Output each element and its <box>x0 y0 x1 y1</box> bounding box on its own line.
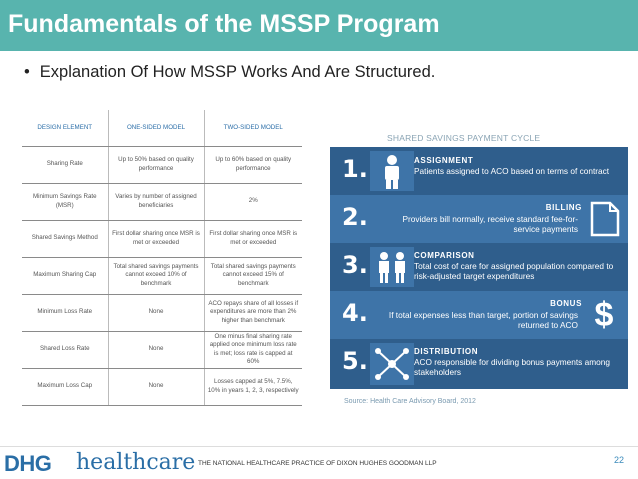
person-icon <box>370 151 414 191</box>
table-cell: Up to 60% based on quality performance <box>204 146 302 183</box>
table-row <box>22 220 302 257</box>
step-heading: DISTRIBUTION <box>414 347 479 356</box>
people-icon <box>370 247 414 287</box>
dollar-icon: $ <box>594 296 614 334</box>
table-cell: Total shared savings payments cannot exceed 10% of benchmark <box>108 257 204 294</box>
table-cell: Varies by number of assigned beneficiaries <box>108 183 204 220</box>
document-icon <box>582 199 626 239</box>
step-heading: ASSIGNMENT <box>414 156 474 165</box>
step-body: Total cost of care for assigned population compared to risk-adjusted target expenditures <box>414 261 614 282</box>
step-number: 5. <box>342 347 368 375</box>
table-cell: None <box>108 331 204 368</box>
table-cell: Total shared savings payments cannot exceed 15% of benchmark <box>204 257 302 294</box>
step-number: 4. <box>342 299 368 327</box>
title-bar <box>0 0 638 51</box>
table-cell: Shared Savings Method <box>22 220 108 257</box>
table-cell: Losses capped at 5%, 7.5%, 10% in years 1, 2, 3, respectively <box>204 368 302 405</box>
table-cell: None <box>108 368 204 405</box>
step-body: If total expenses less than target, portion of savings returned to ACO <box>388 310 578 331</box>
bullet-glyph: • <box>24 63 30 81</box>
subtitle-text: Explanation Of How MSSP Works And Are Structured. <box>39 63 436 81</box>
table-cell: Up to 50% based on quality performance <box>108 146 204 183</box>
cycle-title: SHARED SAVINGS PAYMENT CYCLE <box>387 133 541 143</box>
table-cell: Minimum Loss Rate <box>22 294 108 331</box>
table-row <box>22 368 302 405</box>
step-body: Patients assigned to ACO based on terms of contract <box>414 166 610 176</box>
step-number: 2. <box>342 203 368 231</box>
footer-tagline: THE NATIONAL HEALTHCARE PRACTICE OF DIXON HUGHES GOODMAN LLP <box>198 460 437 467</box>
cycle-step-billing <box>330 195 628 243</box>
step-number: 1. <box>342 155 368 183</box>
col-header-one-sided: ONE-SIDED MODEL <box>108 110 204 146</box>
table-cell: 2% <box>204 183 302 220</box>
step-body: ACO responsible for dividing bonus payments among stakeholders <box>414 357 611 378</box>
table-cell: Sharing Rate <box>22 146 108 183</box>
table-cell: None <box>108 294 204 331</box>
cycle-step-distribution <box>330 339 628 389</box>
table-header-row <box>22 110 302 146</box>
step-heading: COMPARISON <box>414 251 475 260</box>
page-title: Fundamentals of the MSSP Program <box>8 10 440 38</box>
col-header-two-sided: TWO-SIDED MODEL <box>204 110 302 146</box>
page-number: 22 <box>614 455 625 465</box>
table-cell: ACO repays share of all losses if expenditures are more than 2% higher than benchmark <box>204 294 302 331</box>
footer-divider <box>0 446 638 447</box>
step-heading: BONUS <box>550 299 582 308</box>
step-number: 3. <box>342 251 368 279</box>
table-row <box>22 331 302 368</box>
cycle-step-bonus <box>330 291 628 339</box>
source-citation: Source: Health Care Advisory Board, 2012 <box>344 398 476 405</box>
table-cell: Maximum Sharing Cap <box>22 257 108 294</box>
table-cell: First dollar sharing once MSR is met or exceeded <box>204 220 302 257</box>
step-body: Providers bill normally, receive standard fee-for-service payments <box>402 214 578 235</box>
table-row <box>22 183 302 220</box>
dhg-logo: DHG <box>4 451 52 476</box>
table-cell: Minimum Savings Rate (MSR) <box>22 183 108 220</box>
subtitle-bullet <box>24 63 435 82</box>
healthcare-logo: healthcare <box>76 450 196 475</box>
table-row <box>22 146 302 183</box>
table-row <box>22 294 302 331</box>
table-row <box>22 257 302 294</box>
table-cell: Maximum Loss Cap <box>22 368 108 405</box>
payment-cycle-graphic <box>330 147 628 389</box>
design-element-table <box>22 110 302 406</box>
table-cell: One minus final sharing rate applied once minimum loss rate is met; loss rate is capped at 60% <box>204 331 302 368</box>
cycle-step-assignment <box>330 147 628 195</box>
table-cell: Shared Loss Rate <box>22 331 108 368</box>
step-heading: BILLING <box>545 203 582 212</box>
distribution-icon <box>370 343 414 385</box>
cycle-step-comparison <box>330 243 628 291</box>
col-header-design-element: DESIGN ELEMENT <box>22 110 108 146</box>
table-cell: First dollar sharing once MSR is met or exceeded <box>108 220 204 257</box>
